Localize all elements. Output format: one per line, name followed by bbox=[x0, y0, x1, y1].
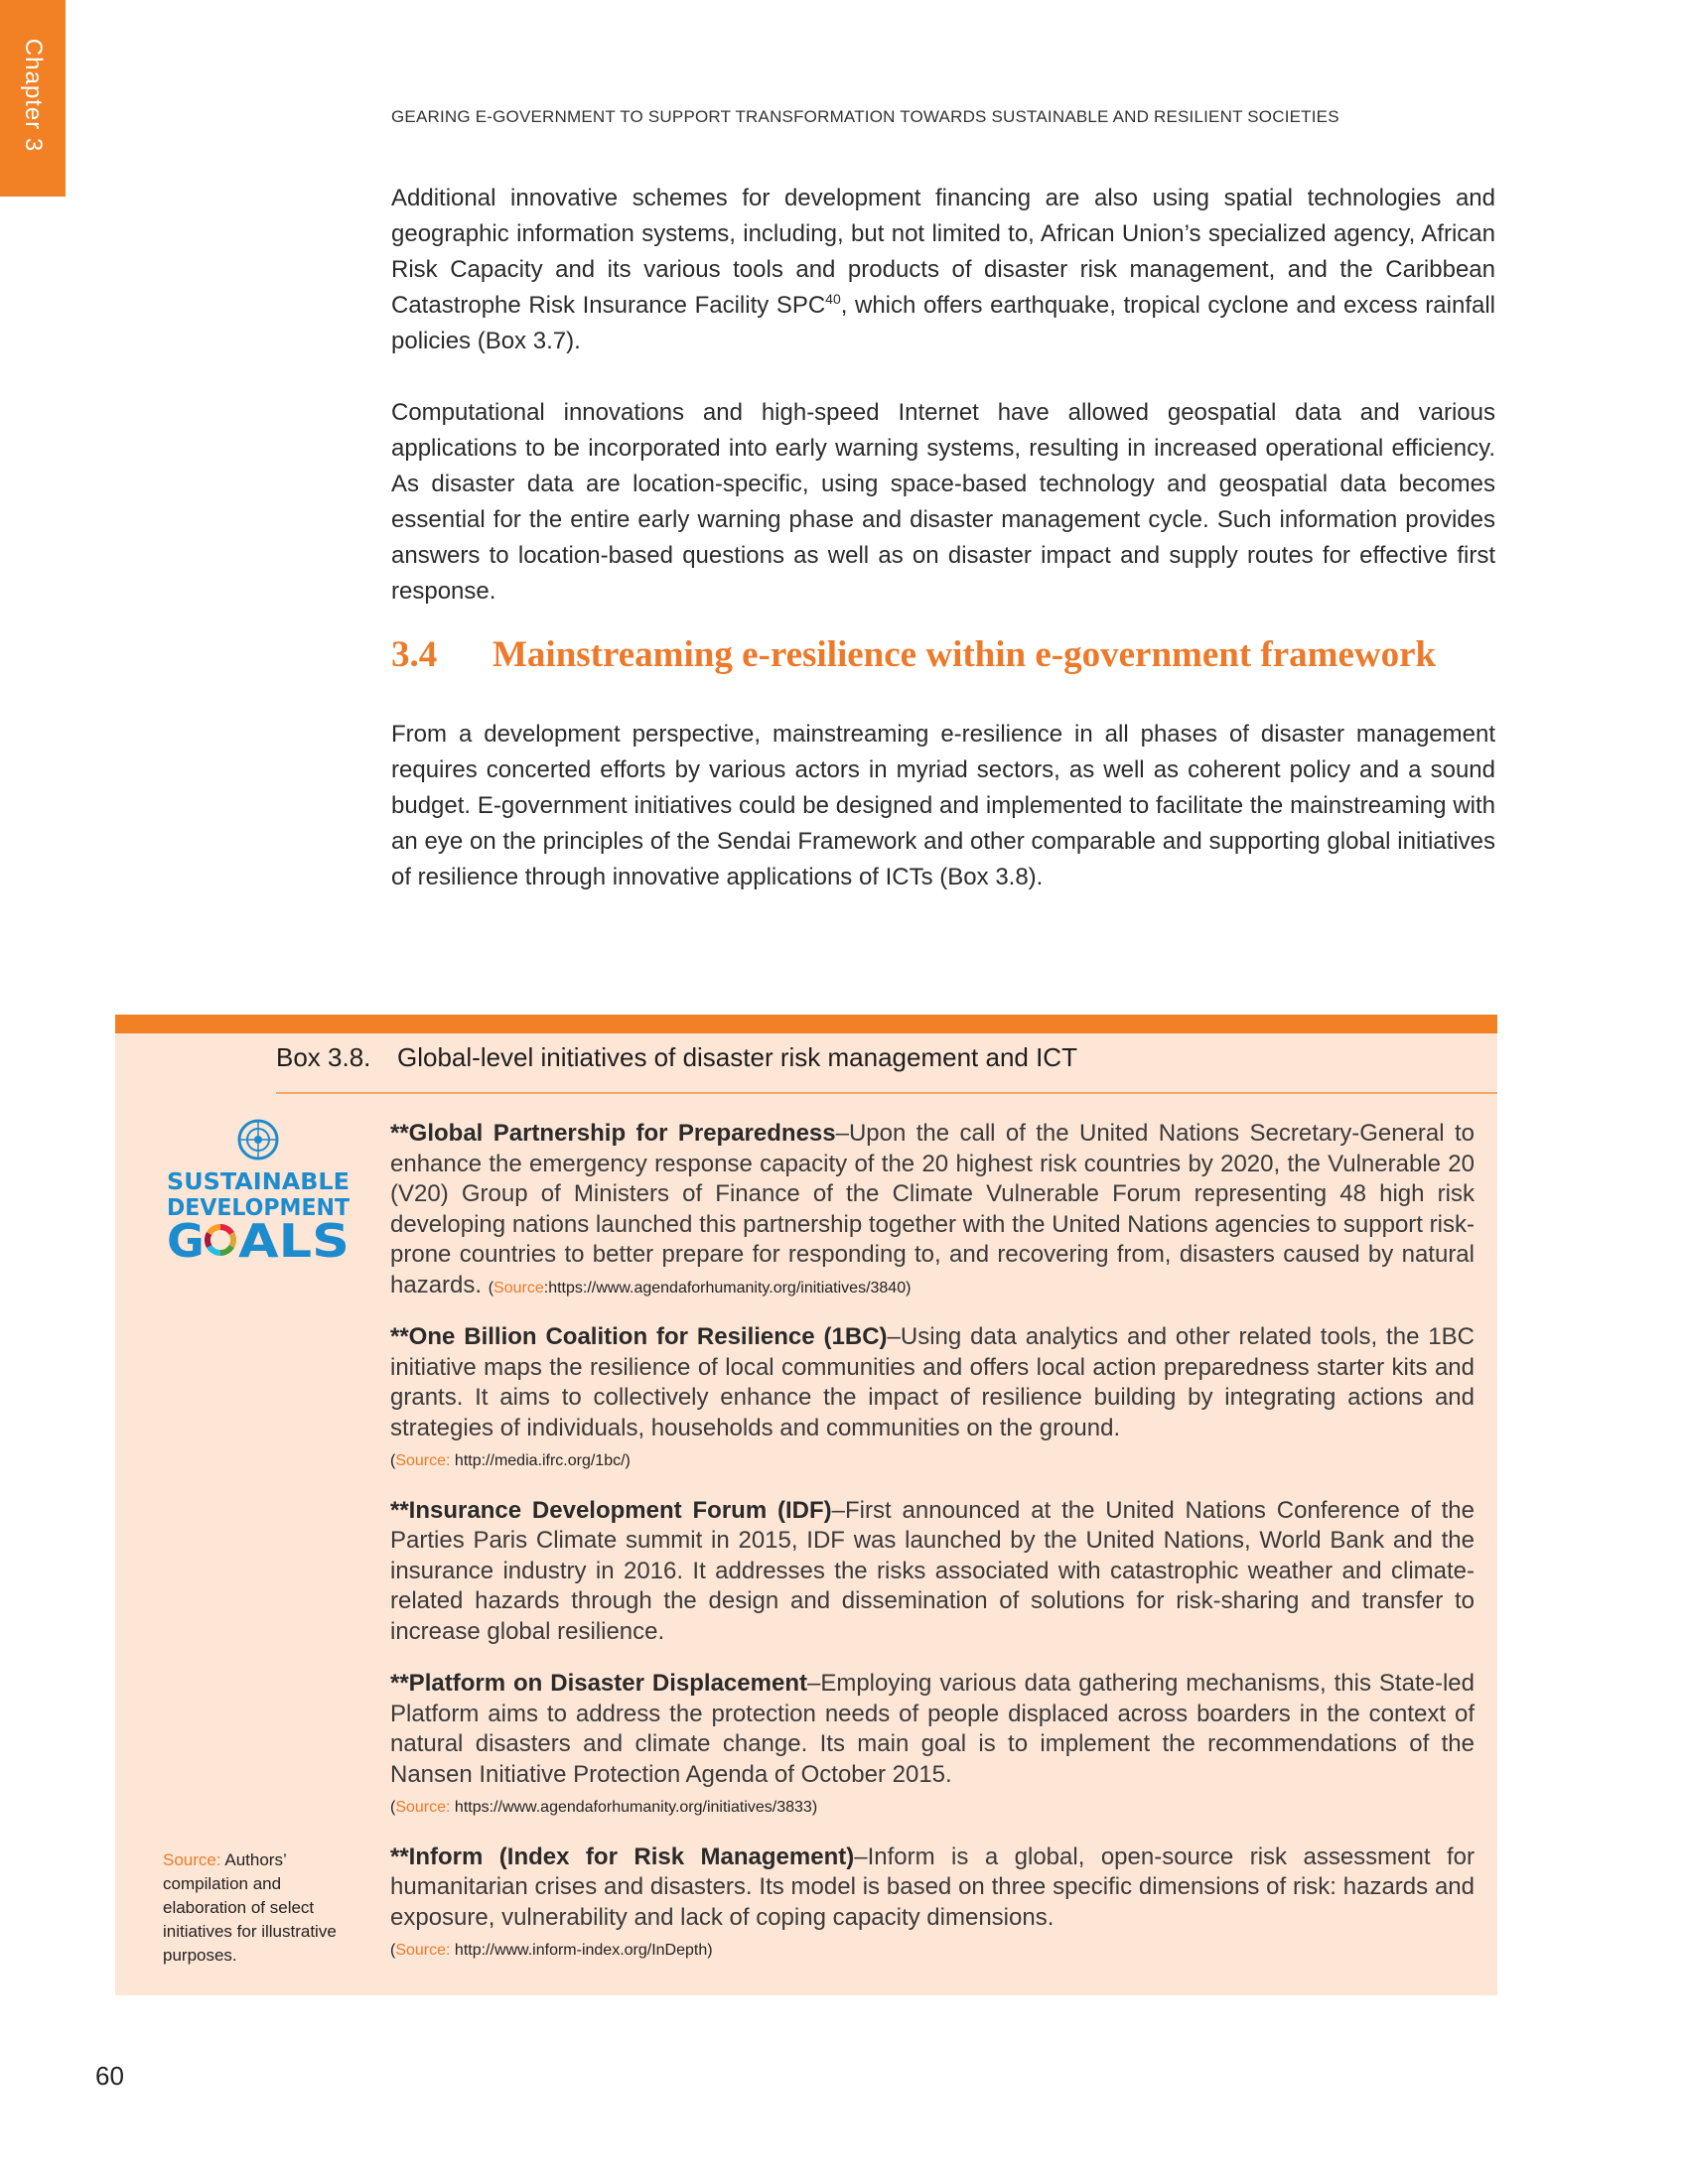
chapter-tab bbox=[0, 0, 66, 197]
initiative-title: **Global Partnership for Preparedness bbox=[390, 1120, 836, 1147]
paragraph-3 bbox=[391, 717, 1495, 895]
sdg-logo bbox=[159, 1116, 357, 1265]
box-label: Box 3.8. bbox=[276, 1042, 371, 1072]
paragraph-1 bbox=[391, 181, 1495, 359]
initiative-entry bbox=[390, 1119, 1475, 1300]
box-source-text: Authors’ compilation and elaboration of select initiatives for illustrative purposes. bbox=[163, 1850, 337, 1965]
source-link[interactable]: https://www.agendaforhumanity.org/initiatives/3833) bbox=[450, 1799, 818, 1816]
paragraph-3-text: From a development perspective, mainstreaming e-resilience in all phases of disaster management requires concerted efforts by various actors in myriad sectors, as well as coherent policy and a sound budget. E-government initiatives could be designed and implemented to facilitate the mainstreaming with an eye on the principles of the Sendai Framework and other comparable and supporting global initiatives of resilience through innovative applications of ICTs (Box 3.8). bbox=[391, 721, 1495, 890]
initiative-entry bbox=[390, 1843, 1475, 1964]
initiative-title: **Platform on Disaster Displacement bbox=[390, 1670, 807, 1697]
un-emblem-icon bbox=[239, 1121, 277, 1159]
initiative-list bbox=[390, 1119, 1475, 1985]
box-source-label: Source: bbox=[163, 1850, 221, 1869]
footnote-ref-40[interactable]: 40 bbox=[825, 291, 841, 307]
initiative-entry bbox=[390, 1322, 1475, 1474]
box-title-rule bbox=[276, 1092, 1497, 1094]
initiative-source: (Source:https://www.agendaforhumanity.org/initiatives/3840) bbox=[488, 1279, 912, 1297]
paragraph-1-text-end: , which offers earthquake, tropical cyclone and excess rainfall policies (Box 3.7). bbox=[391, 292, 1495, 354]
sdg-logo-g: G bbox=[167, 1214, 205, 1265]
box-title-text: Global-level initiatives of disaster risk management and ICT bbox=[397, 1042, 1077, 1072]
paragraph-2-text: Computational innovations and high-speed Internet have allowed geospatial data and various applications to be incorporated into early warning systems, resulting in increased operational efficiency. As disaster data are location-specific, using space-based technology and geospatial data becomes essential for the entire early warning phase and disaster management cycle. Such information provides answers to location-based questions as well as on disaster impact and supply routes for effective first response. bbox=[391, 399, 1495, 605]
section-heading bbox=[391, 633, 1495, 676]
initiative-source: (Source: http://www.inform-index.org/InDepth) bbox=[390, 1942, 713, 1959]
sdg-color-wheel-icon bbox=[205, 1224, 236, 1256]
box-title bbox=[276, 1042, 1368, 1073]
running-header: GEARING E-GOVERNMENT TO SUPPORT TRANSFORMATION TOWARDS SUSTAINABLE AND RESILIENT SOCIETIES bbox=[391, 107, 1339, 126]
initiative-text: –First announced at the United Nations Conference of the Parties Paris Climate summit in 2015, IDF was launched by the United Nations, World Bank and the insurance industry in 2016. It addresses the risks associated with catastrophic weather and climate-related hazards through the design and dissemination of solutions for risk-sharing and transfer to increase global resilience. bbox=[390, 1496, 1475, 1645]
section-title: Mainstreaming e-resilience within e-government framework bbox=[492, 634, 1437, 675]
box-source-note bbox=[163, 1848, 361, 1968]
initiative-source: (Source: https://www.agendaforhumanity.org/initiatives/3833) bbox=[390, 1799, 818, 1816]
paragraph-1-text: Additional innovative schemes for development financing are also using spatial technologies and geographic information systems, including, but not limited to, African Union’s specialized agency, African Risk Capacity and its various tools and products of disaster risk management, and the Caribbean Catastrophe Risk Insurance Facility SPC bbox=[391, 185, 1495, 319]
initiative-entry bbox=[390, 1669, 1475, 1821]
section-number: 3.4 bbox=[391, 634, 438, 675]
initiative-title: **Inform (Index for Risk Management) bbox=[390, 1843, 855, 1870]
source-link[interactable]: http://media.ifrc.org/1bc/) bbox=[450, 1452, 631, 1469]
sdg-logo-line1: SUSTAINABLE bbox=[167, 1169, 350, 1195]
chapter-tab-label: Chapter 3 bbox=[20, 38, 47, 153]
sdg-logo-line2: DEVELOPMENT bbox=[167, 1195, 351, 1221]
initiative-title: **One Billion Coalition for Resilience (1BC) bbox=[390, 1323, 888, 1350]
initiative-text: –Inform is a global, open-source risk assessment for humanitarian crises and disasters. Its model is based on three specific dimensions of risk: hazards and exposure, vulnerability and lack of coping capacity dimensions. bbox=[390, 1843, 1476, 1931]
source-link[interactable]: http://www.inform-index.org/InDepth) bbox=[450, 1942, 713, 1959]
initiative-title: **Insurance Development Forum (IDF) bbox=[390, 1496, 832, 1524]
initiative-entry bbox=[390, 1496, 1475, 1648]
initiative-source: (Source: http://media.ifrc.org/1bc/) bbox=[390, 1452, 631, 1469]
page-number: 60 bbox=[95, 2061, 124, 2091]
paragraph-2 bbox=[391, 395, 1495, 610]
initiative-text: –Employing various data gathering mechanisms, this State-led Platform aims to address the protection needs of people displaced across boarders in the context of natural disasters and climate change. Its main goal is to implement the recommendations of the Nansen Initiative Protection Agenda of October 2015. bbox=[390, 1670, 1475, 1788]
initiative-text: –Upon the call of the United Nations Secretary-General to enhance the emergency response capacity of the 20 highest risk countries by 2020, the Vulnerable 20 (V20) Group of Ministers of Finance of the Climate Vulnerable Forum representing 48 high risk developing nations launched this partnership together with the United Nations agencies to support risk-prone countries to better prepare for responding to, and recovering from, disasters caused by natural hazards. bbox=[390, 1120, 1475, 1298]
initiative-text: –Using data analytics and other related tools, the 1BC initiative maps the resilience of local communities and offers local action preparedness starter kits and grants. It aims to collectively enhance the impact of resilience building by integrating actions and strategies of individuals, households and communities on the ground. bbox=[390, 1323, 1475, 1441]
box-top-bar bbox=[115, 1015, 1497, 1033]
sdg-logo-als: ALS bbox=[238, 1214, 350, 1265]
source-link[interactable]: :https://www.agendaforhumanity.org/initiatives/3840) bbox=[543, 1279, 912, 1297]
